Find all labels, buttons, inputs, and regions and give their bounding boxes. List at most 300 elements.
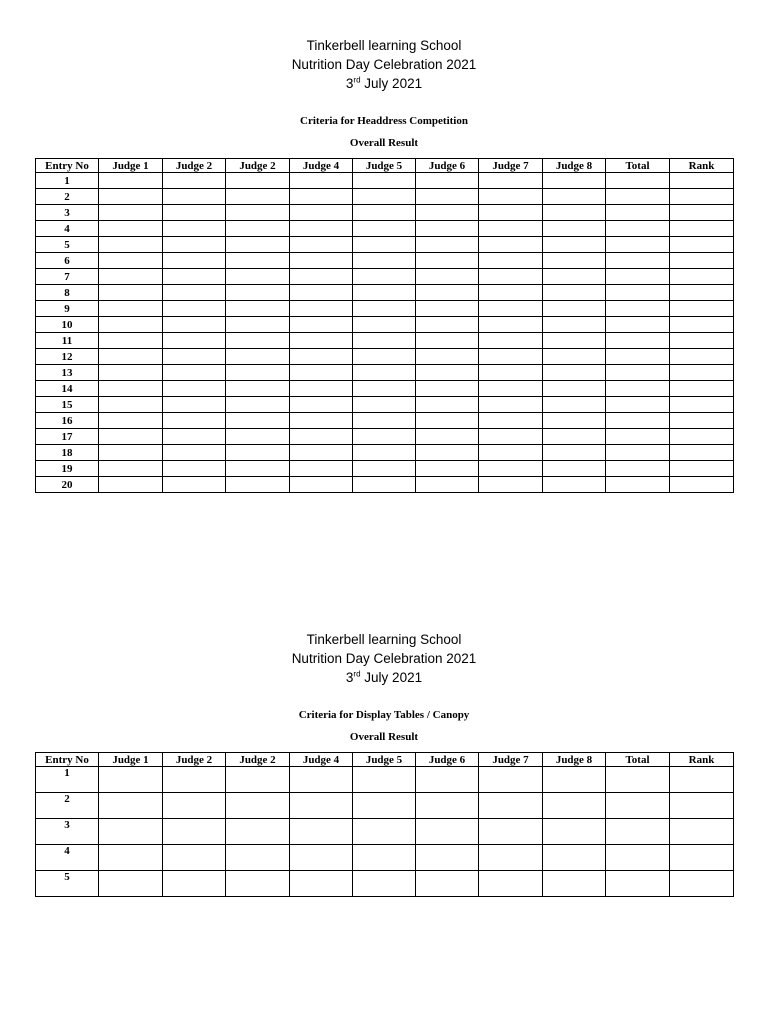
score-cell[interactable] [606, 381, 670, 397]
column-header: Judge 2 [163, 159, 226, 173]
score-cell[interactable] [226, 819, 290, 845]
score-cell[interactable] [543, 205, 606, 221]
score-cell[interactable] [479, 333, 543, 349]
score-cell[interactable] [99, 189, 163, 205]
score-cell[interactable] [606, 301, 670, 317]
score-cell[interactable] [99, 429, 163, 445]
section-1-heading [0, 36, 768, 93]
column-header: Judge 8 [543, 159, 606, 173]
score-cell[interactable] [163, 413, 226, 429]
column-header: Rank [670, 159, 734, 173]
score-cell[interactable] [479, 349, 543, 365]
score-cell[interactable] [163, 381, 226, 397]
score-cell[interactable] [226, 477, 290, 493]
score-cell[interactable] [353, 461, 416, 477]
score-cell[interactable] [99, 301, 163, 317]
criteria-title: Criteria for Display Tables / Canopy [298, 709, 470, 721]
criteria-title: Criteria for Headdress Competition [300, 115, 468, 127]
score-cell[interactable] [670, 413, 734, 429]
score-cell[interactable] [226, 221, 290, 237]
score-cell[interactable] [670, 845, 734, 871]
column-header: Judge 1 [99, 753, 163, 767]
score-cell[interactable] [353, 333, 416, 349]
score-cell[interactable] [606, 397, 670, 413]
date-rest: July 2021 [360, 76, 423, 91]
score-cell[interactable] [416, 461, 479, 477]
table-row [36, 189, 734, 205]
score-cell[interactable] [226, 285, 290, 301]
score-cell[interactable] [99, 237, 163, 253]
score-cell[interactable] [670, 381, 734, 397]
score-cell[interactable] [479, 317, 543, 333]
score-cell[interactable] [163, 285, 226, 301]
score-cell[interactable] [163, 793, 226, 819]
score-cell[interactable] [479, 871, 543, 897]
score-cell[interactable] [353, 793, 416, 819]
score-cell[interactable] [226, 349, 290, 365]
score-cell[interactable] [353, 365, 416, 381]
score-cell[interactable] [416, 477, 479, 493]
score-cell[interactable] [290, 173, 353, 189]
score-cell[interactable] [163, 221, 226, 237]
score-cell[interactable] [606, 349, 670, 365]
score-cell[interactable] [479, 221, 543, 237]
score-cell[interactable] [543, 349, 606, 365]
score-cell[interactable] [670, 189, 734, 205]
score-cell[interactable] [606, 285, 670, 301]
score-cell[interactable] [163, 461, 226, 477]
score-cell[interactable] [416, 173, 479, 189]
entry-number: 18 [36, 445, 99, 461]
score-cell[interactable] [479, 173, 543, 189]
score-cell[interactable] [670, 301, 734, 317]
score-cell[interactable] [543, 221, 606, 237]
score-cell[interactable] [353, 445, 416, 461]
score-cell[interactable] [353, 301, 416, 317]
score-cell[interactable] [606, 413, 670, 429]
score-cell[interactable] [353, 221, 416, 237]
score-cell[interactable] [99, 221, 163, 237]
score-cell[interactable] [606, 445, 670, 461]
score-cell[interactable] [606, 819, 670, 845]
column-header: Rank [670, 753, 734, 767]
column-header: Judge 4 [290, 753, 353, 767]
score-cell[interactable] [163, 173, 226, 189]
score-cell[interactable] [290, 845, 353, 871]
score-cell[interactable] [670, 317, 734, 333]
score-cell[interactable] [99, 477, 163, 493]
score-cell[interactable] [226, 189, 290, 205]
score-cell[interactable] [543, 237, 606, 253]
entry-number: 3 [36, 205, 99, 221]
score-cell[interactable] [353, 413, 416, 429]
score-cell[interactable] [290, 253, 353, 269]
score-cell[interactable] [290, 871, 353, 897]
score-cell[interactable] [543, 365, 606, 381]
score-cell[interactable] [163, 819, 226, 845]
score-cell[interactable] [479, 429, 543, 445]
score-cell[interactable] [163, 397, 226, 413]
score-cell[interactable] [99, 173, 163, 189]
score-cell[interactable] [290, 767, 353, 793]
score-cell[interactable] [416, 253, 479, 269]
score-cell[interactable] [543, 285, 606, 301]
score-cell[interactable] [290, 381, 353, 397]
score-cell[interactable] [416, 189, 479, 205]
score-cell[interactable] [226, 381, 290, 397]
score-cell[interactable] [163, 429, 226, 445]
column-header: Judge 6 [416, 159, 479, 173]
column-header: Judge 1 [99, 159, 163, 173]
score-cell[interactable] [226, 445, 290, 461]
score-cell[interactable] [670, 477, 734, 493]
score-cell[interactable] [479, 269, 543, 285]
score-cell[interactable] [479, 301, 543, 317]
score-cell[interactable] [543, 253, 606, 269]
score-cell[interactable] [353, 477, 416, 493]
score-cell[interactable] [670, 871, 734, 897]
score-cell[interactable] [416, 413, 479, 429]
score-cell[interactable] [226, 301, 290, 317]
score-cell[interactable] [670, 793, 734, 819]
score-cell[interactable] [479, 205, 543, 221]
score-cell[interactable] [163, 445, 226, 461]
score-cell[interactable] [226, 317, 290, 333]
score-cell[interactable] [163, 269, 226, 285]
score-cell[interactable] [99, 381, 163, 397]
score-cell[interactable] [226, 845, 290, 871]
score-cell[interactable] [670, 397, 734, 413]
score-cell[interactable] [226, 237, 290, 253]
score-cell[interactable] [226, 429, 290, 445]
score-cell[interactable] [99, 333, 163, 349]
score-cell[interactable] [543, 413, 606, 429]
column-header: Judge 2 [163, 753, 226, 767]
score-cell[interactable] [99, 461, 163, 477]
score-cell[interactable] [353, 349, 416, 365]
score-cell[interactable] [670, 333, 734, 349]
score-cell[interactable] [99, 317, 163, 333]
entry-number: 17 [36, 429, 99, 445]
column-header: Judge 8 [543, 753, 606, 767]
score-cell[interactable] [670, 253, 734, 269]
entry-number: 8 [36, 285, 99, 301]
score-cell[interactable] [163, 317, 226, 333]
score-cell[interactable] [290, 429, 353, 445]
score-cell[interactable] [226, 205, 290, 221]
event-name: Nutrition Day Celebration 2021 [291, 57, 477, 72]
score-cell[interactable] [353, 381, 416, 397]
score-cell[interactable] [226, 397, 290, 413]
score-cell[interactable] [416, 845, 479, 871]
entry-number: 1 [36, 173, 99, 189]
score-cell[interactable] [606, 793, 670, 819]
score-cell[interactable] [163, 349, 226, 365]
score-cell[interactable] [353, 871, 416, 897]
score-cell[interactable] [99, 269, 163, 285]
score-cell[interactable] [479, 445, 543, 461]
score-cell[interactable] [479, 461, 543, 477]
score-cell[interactable] [543, 317, 606, 333]
score-cell[interactable] [606, 767, 670, 793]
score-cell[interactable] [416, 767, 479, 793]
score-cell[interactable] [416, 871, 479, 897]
score-cell[interactable] [99, 397, 163, 413]
column-header: Entry No [36, 753, 99, 767]
score-cell[interactable] [606, 269, 670, 285]
score-cell[interactable] [543, 381, 606, 397]
score-cell[interactable] [226, 333, 290, 349]
score-cell[interactable] [416, 429, 479, 445]
score-cell[interactable] [353, 173, 416, 189]
score-cell[interactable] [416, 397, 479, 413]
table-row [36, 397, 734, 413]
score-cell[interactable] [163, 845, 226, 871]
score-cell[interactable] [353, 845, 416, 871]
score-cell[interactable] [670, 819, 734, 845]
score-cell[interactable] [353, 253, 416, 269]
score-cell[interactable] [226, 793, 290, 819]
score-cell[interactable] [479, 381, 543, 397]
score-cell[interactable] [670, 173, 734, 189]
score-cell[interactable] [543, 301, 606, 317]
score-cell[interactable] [543, 871, 606, 897]
score-cell[interactable] [606, 365, 670, 381]
score-cell[interactable] [290, 445, 353, 461]
entry-number: 20 [36, 477, 99, 493]
score-cell[interactable] [353, 767, 416, 793]
score-cell[interactable] [670, 429, 734, 445]
score-cell[interactable] [479, 845, 543, 871]
score-cell[interactable] [353, 397, 416, 413]
score-cell[interactable] [416, 221, 479, 237]
score-cell[interactable] [163, 365, 226, 381]
score-cell[interactable] [353, 237, 416, 253]
score-cell[interactable] [479, 413, 543, 429]
date-suffix: rd [353, 669, 361, 679]
score-cell[interactable] [670, 365, 734, 381]
score-cell[interactable] [479, 767, 543, 793]
score-cell[interactable] [416, 793, 479, 819]
score-cell[interactable] [226, 173, 290, 189]
score-cell[interactable] [416, 285, 479, 301]
score-cell[interactable] [290, 301, 353, 317]
score-cell[interactable] [606, 429, 670, 445]
score-cell[interactable] [290, 205, 353, 221]
score-cell[interactable] [163, 767, 226, 793]
table-row [36, 317, 734, 333]
date-suffix: rd [353, 75, 361, 85]
score-cell[interactable] [353, 285, 416, 301]
score-cell[interactable] [543, 477, 606, 493]
table-row [36, 381, 734, 397]
score-cell[interactable] [606, 845, 670, 871]
score-cell[interactable] [670, 237, 734, 253]
score-cell[interactable] [606, 333, 670, 349]
score-cell[interactable] [226, 767, 290, 793]
score-cell[interactable] [226, 365, 290, 381]
score-cell[interactable] [353, 205, 416, 221]
score-cell[interactable] [290, 317, 353, 333]
score-cell[interactable] [163, 333, 226, 349]
score-cell[interactable] [479, 285, 543, 301]
score-cell[interactable] [353, 189, 416, 205]
score-cell[interactable] [416, 819, 479, 845]
table-row [36, 205, 734, 221]
date-day: 3 [345, 76, 354, 91]
score-cell[interactable] [416, 317, 479, 333]
score-cell[interactable] [606, 871, 670, 897]
score-cell[interactable] [670, 767, 734, 793]
score-cell[interactable] [163, 189, 226, 205]
score-cell[interactable] [606, 205, 670, 221]
score-cell[interactable] [416, 301, 479, 317]
score-cell[interactable] [543, 173, 606, 189]
score-cell[interactable] [290, 397, 353, 413]
score-cell[interactable] [163, 253, 226, 269]
score-cell[interactable] [543, 269, 606, 285]
score-cell[interactable] [290, 189, 353, 205]
score-cell[interactable] [99, 767, 163, 793]
score-cell[interactable] [290, 793, 353, 819]
score-cell[interactable] [163, 477, 226, 493]
score-cell[interactable] [670, 461, 734, 477]
score-cell[interactable] [479, 397, 543, 413]
score-cell[interactable] [606, 237, 670, 253]
score-cell[interactable] [479, 365, 543, 381]
score-cell[interactable] [543, 189, 606, 205]
event-name: Nutrition Day Celebration 2021 [291, 651, 477, 666]
score-cell[interactable] [99, 871, 163, 897]
score-cell[interactable] [290, 237, 353, 253]
score-cell[interactable] [163, 237, 226, 253]
score-cell[interactable] [606, 189, 670, 205]
score-cell[interactable] [226, 413, 290, 429]
score-cell[interactable] [163, 205, 226, 221]
table-header-row [36, 159, 734, 173]
score-cell[interactable] [606, 461, 670, 477]
score-cell[interactable] [290, 221, 353, 237]
score-cell[interactable] [606, 477, 670, 493]
table-row [36, 253, 734, 269]
score-cell[interactable] [353, 317, 416, 333]
score-cell[interactable] [99, 285, 163, 301]
score-cell[interactable] [416, 381, 479, 397]
table-row [36, 237, 734, 253]
score-cell[interactable] [290, 333, 353, 349]
score-cell[interactable] [290, 819, 353, 845]
column-header: Judge 7 [479, 753, 543, 767]
score-cell[interactable] [226, 871, 290, 897]
column-header: Judge 7 [479, 159, 543, 173]
score-cell[interactable] [290, 365, 353, 381]
score-cell[interactable] [226, 269, 290, 285]
score-cell[interactable] [290, 477, 353, 493]
score-cell[interactable] [543, 845, 606, 871]
score-cell[interactable] [479, 237, 543, 253]
score-cell[interactable] [290, 285, 353, 301]
score-cell[interactable] [479, 253, 543, 269]
score-cell[interactable] [543, 333, 606, 349]
score-cell[interactable] [99, 365, 163, 381]
score-cell[interactable] [99, 793, 163, 819]
score-cell[interactable] [99, 413, 163, 429]
score-cell[interactable] [543, 397, 606, 413]
score-cell[interactable] [606, 173, 670, 189]
score-cell[interactable] [606, 221, 670, 237]
score-cell[interactable] [416, 349, 479, 365]
score-cell[interactable] [670, 445, 734, 461]
score-cell[interactable] [543, 819, 606, 845]
score-cell[interactable] [670, 285, 734, 301]
score-cell[interactable] [416, 269, 479, 285]
score-cell[interactable] [416, 365, 479, 381]
score-cell[interactable] [670, 349, 734, 365]
score-cell[interactable] [353, 429, 416, 445]
score-cell[interactable] [543, 767, 606, 793]
date-day: 3 [345, 670, 354, 685]
overall-result-label: Overall Result [349, 137, 419, 149]
score-cell[interactable] [479, 793, 543, 819]
score-cell[interactable] [479, 819, 543, 845]
column-header: Judge 5 [353, 159, 416, 173]
score-cell[interactable] [99, 349, 163, 365]
score-cell[interactable] [606, 317, 670, 333]
score-cell[interactable] [670, 205, 734, 221]
table-row [36, 845, 734, 871]
entry-number: 9 [36, 301, 99, 317]
score-cell[interactable] [353, 269, 416, 285]
score-cell[interactable] [226, 461, 290, 477]
score-cell[interactable] [99, 205, 163, 221]
score-cell[interactable] [416, 445, 479, 461]
score-cell[interactable] [99, 253, 163, 269]
score-cell[interactable] [416, 205, 479, 221]
entry-number: 4 [36, 845, 99, 871]
score-cell[interactable] [670, 269, 734, 285]
entry-number: 7 [36, 269, 99, 285]
column-header: Judge 2 [226, 159, 290, 173]
score-cell[interactable] [416, 237, 479, 253]
table-row [36, 285, 734, 301]
score-cell[interactable] [670, 221, 734, 237]
score-cell[interactable] [416, 333, 479, 349]
score-cell[interactable] [353, 819, 416, 845]
headdress-score-table [35, 158, 734, 493]
score-cell[interactable] [290, 461, 353, 477]
score-cell[interactable] [99, 445, 163, 461]
score-cell[interactable] [543, 445, 606, 461]
entry-number: 4 [36, 221, 99, 237]
table-row [36, 461, 734, 477]
score-cell[interactable] [543, 793, 606, 819]
score-cell[interactable] [99, 845, 163, 871]
score-cell[interactable] [226, 253, 290, 269]
score-cell[interactable] [163, 301, 226, 317]
score-cell[interactable] [479, 189, 543, 205]
score-cell[interactable] [290, 269, 353, 285]
score-cell[interactable] [543, 461, 606, 477]
entry-number: 5 [36, 237, 99, 253]
score-cell[interactable] [290, 413, 353, 429]
section-2-heading [0, 630, 768, 687]
score-cell[interactable] [479, 477, 543, 493]
score-cell[interactable] [543, 429, 606, 445]
score-cell[interactable] [290, 349, 353, 365]
score-cell[interactable] [606, 253, 670, 269]
score-cell[interactable] [99, 819, 163, 845]
score-cell[interactable] [163, 871, 226, 897]
